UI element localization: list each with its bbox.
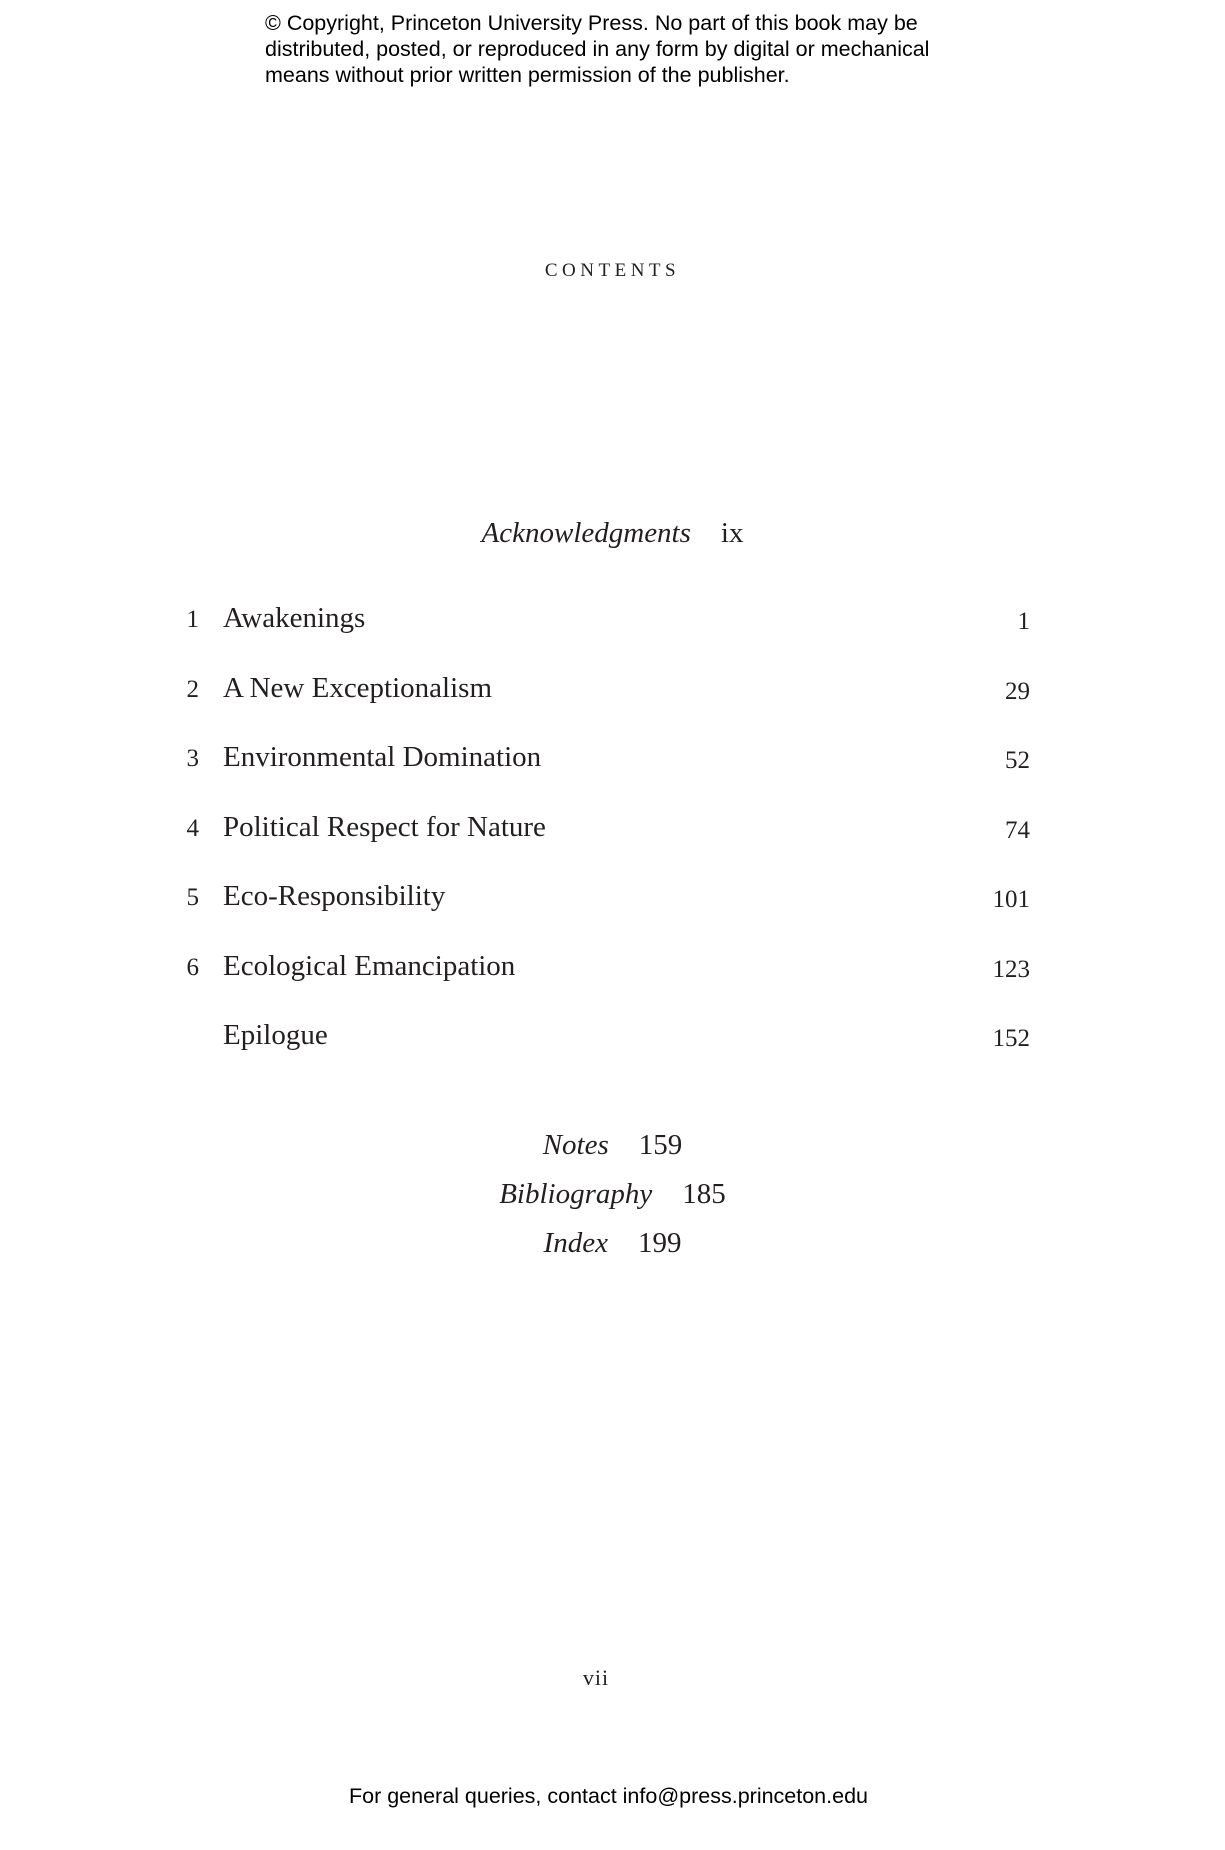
chapter-page: 123 — [992, 956, 1030, 983]
toc-entry-page: 159 — [638, 1129, 683, 1161]
toc-entry-title: Index — [543, 1227, 608, 1259]
toc-entry-page: 185 — [682, 1178, 726, 1210]
chapter-page: 74 — [1005, 817, 1030, 844]
chapter-row — [0, 1015, 1225, 1055]
chapter-number: 2 — [186, 676, 199, 703]
chapter-number: 4 — [186, 815, 199, 842]
chapter-page: 52 — [1005, 747, 1030, 774]
chapter-title: Political Respect for Nature — [223, 811, 546, 843]
toc-entry-page: 199 — [637, 1227, 682, 1259]
chapter-number: 5 — [186, 884, 199, 911]
toc-entry-title: Notes — [542, 1129, 609, 1161]
toc-entry-notes — [0, 1129, 1225, 1162]
copyright-line: distributed, posted, or reproduced in any form by digital or mechanical — [265, 37, 930, 61]
chapter-row — [0, 876, 1225, 916]
chapter-title: Ecological Emancipation — [223, 950, 516, 982]
chapter-row — [0, 946, 1225, 986]
chapter-page: 29 — [1005, 678, 1030, 705]
chapter-number: 1 — [186, 606, 199, 633]
copyright-line: © Copyright, Princeton University Press. No part of this book may be — [265, 11, 918, 35]
copyright-line: means without prior written permission of the publisher. — [265, 63, 790, 87]
contents-heading: contents — [544, 252, 681, 282]
chapter-title: Epilogue — [223, 1019, 328, 1051]
page-number: vii — [582, 1665, 610, 1690]
chapter-title: A New Exceptionalism — [223, 672, 493, 704]
chapter-page: 152 — [992, 1025, 1030, 1052]
toc-entry-title: Acknowledgments — [481, 517, 691, 549]
chapter-title: Eco-Responsibility — [223, 880, 446, 912]
toc-entry-acknowledgments — [0, 517, 1225, 550]
chapter-number: 3 — [186, 745, 199, 772]
toc-entry-bibliography — [0, 1178, 1225, 1211]
copyright-notice — [265, 10, 1025, 88]
chapter-title: Awakenings — [223, 602, 366, 634]
footer-contact: For general queries, contact info@press.princeton.edu — [348, 1784, 868, 1808]
toc-entry-page: ix — [720, 517, 744, 549]
toc-entry-title: Bibliography — [499, 1178, 653, 1210]
toc-entry-index — [0, 1227, 1225, 1260]
chapter-number: 6 — [186, 954, 199, 981]
chapter-row — [0, 737, 1225, 777]
chapter-row — [0, 668, 1225, 708]
chapter-title: Environmental Domination — [223, 741, 542, 773]
chapter-page: 1 — [1017, 608, 1030, 635]
chapter-row — [0, 807, 1225, 847]
chapter-page: 101 — [992, 886, 1030, 913]
chapter-row — [0, 598, 1225, 638]
